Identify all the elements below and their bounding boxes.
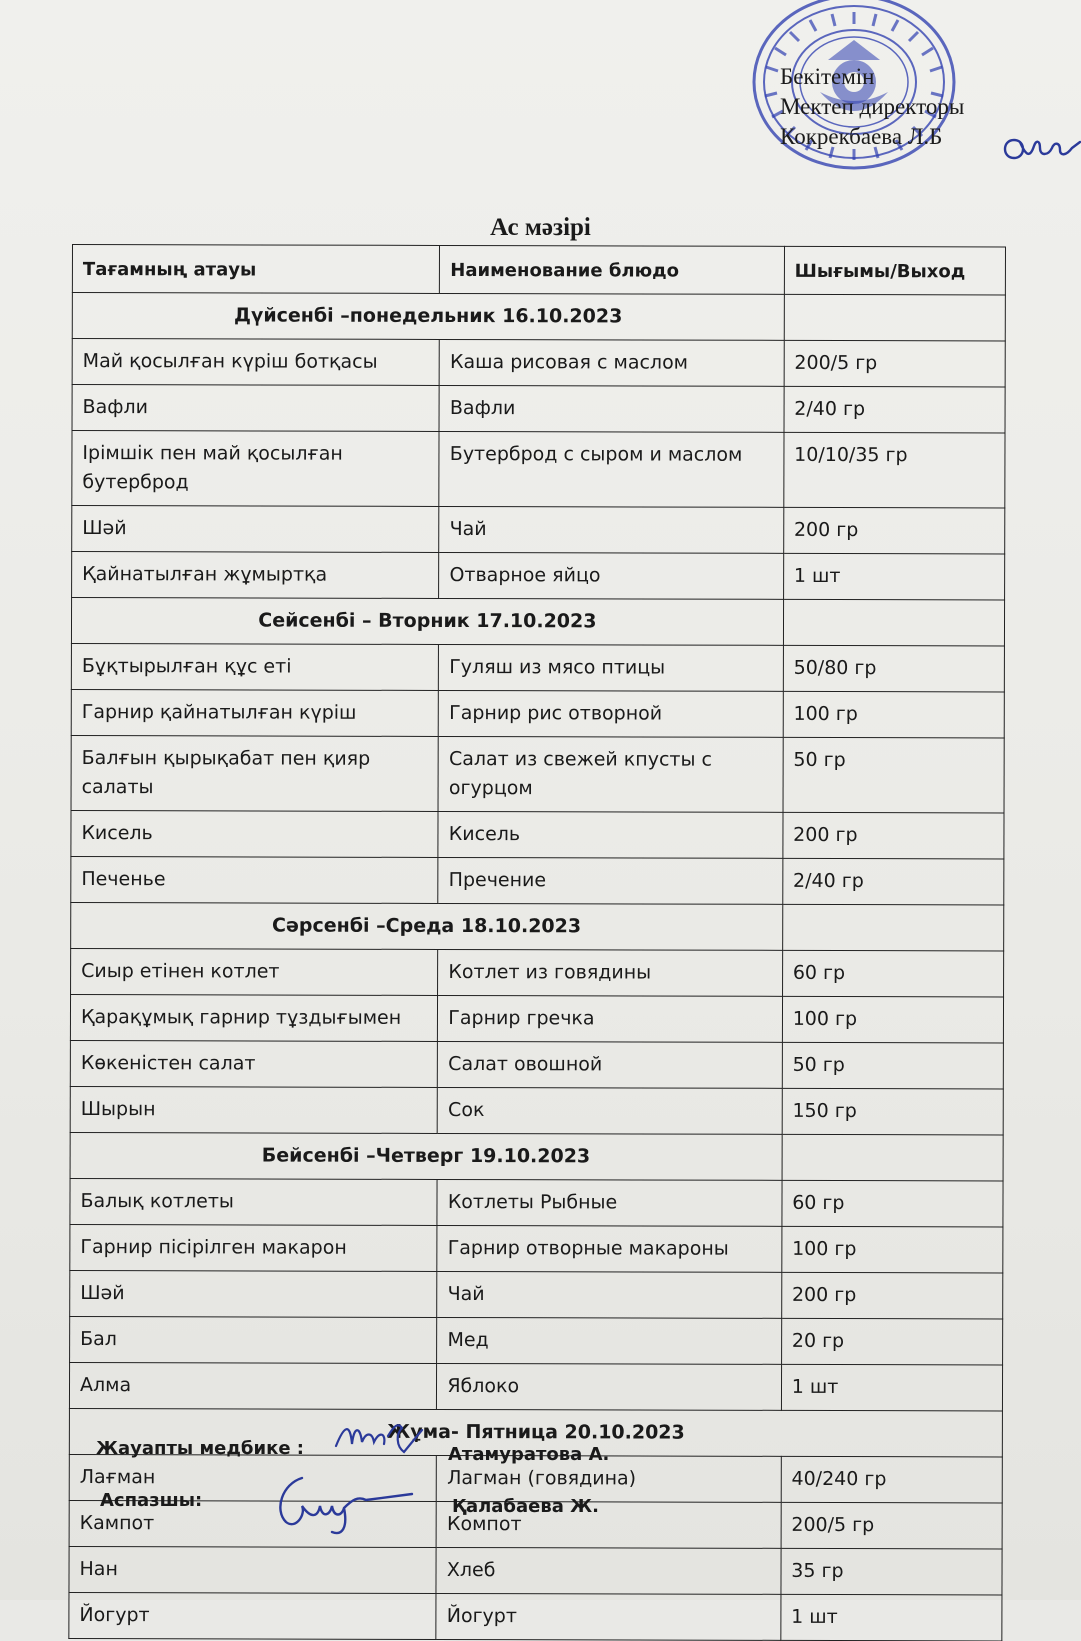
dish-ru: Бутерброд с сыром и маслом [439, 431, 784, 507]
dish-kz: Көкеністен салат [70, 1040, 437, 1087]
dish-ru: Гарнир гречка [438, 995, 783, 1042]
portion: 1 шт [783, 553, 1004, 600]
dish-ru: Компот [436, 1501, 781, 1548]
day-row-wednesday [71, 902, 1004, 950]
dish-kz: Кисель [71, 810, 438, 857]
portion: 200/5 гр [784, 340, 1005, 387]
table-row [71, 856, 1004, 904]
dish-ru: Пречение [438, 857, 783, 904]
table-row [72, 506, 1005, 554]
dish-kz: Нан [69, 1546, 436, 1593]
dish-kz: Бал [70, 1316, 437, 1363]
table-row [72, 385, 1005, 433]
table-row [72, 552, 1005, 600]
portion: 100 гр [782, 996, 1003, 1043]
dish-ru: Сок [438, 1087, 783, 1134]
header-portion: Шығымы/Выход [784, 246, 1005, 295]
table-row [71, 643, 1004, 691]
cook-label: Аспазшы: [100, 1490, 203, 1511]
portion: 150 гр [782, 1088, 1003, 1135]
dish-kz: Лағман [69, 1454, 436, 1501]
table-row [70, 1040, 1003, 1088]
dish-kz: Печенье [71, 856, 438, 903]
portion: 200 гр [783, 507, 1004, 554]
portion: 50 гр [783, 737, 1004, 813]
dish-ru: Лагман (говядина) [437, 1455, 782, 1502]
day-label: Сейсенбі – Вторник 17.10.2023 [71, 598, 783, 646]
day-row-monday [72, 293, 1005, 341]
dish-ru: Гарнир рис отворной [439, 690, 784, 737]
portion: 200 гр [781, 1272, 1002, 1319]
header-russian-name: Наименование блюдо [440, 245, 785, 294]
dish-kz: Балық котлеты [70, 1178, 437, 1225]
portion: 40/240 гр [781, 1456, 1002, 1503]
dish-ru: Котлет из говядины [438, 949, 783, 996]
dish-ru: Чай [439, 506, 784, 553]
day-label: Дүйсенбі –понедельник 16.10.2023 [72, 293, 784, 341]
nurse-signature-icon [332, 1416, 428, 1464]
portion: 2/40 гр [784, 386, 1005, 433]
nurse-name: Атамуратова А. [448, 1444, 610, 1465]
menu-table [68, 244, 1006, 1641]
dish-ru: Йогурт [436, 1593, 781, 1640]
dish-kz: Гарнир қайнатылған күріш [71, 689, 438, 736]
table-row [70, 1270, 1003, 1318]
dish-ru: Котлеты Рыбные [437, 1179, 782, 1226]
dish-ru: Мед [437, 1317, 782, 1364]
dish-ru: Гуляш из мясо птицы [439, 644, 784, 691]
dish-kz: Гарнир пісірілген макарон [70, 1224, 437, 1271]
dish-kz: Қайнатылған жұмыртқа [72, 552, 439, 599]
table-row [71, 689, 1004, 737]
dish-ru: Каша рисовая с маслом [439, 339, 784, 386]
portion: 60 гр [782, 1180, 1003, 1227]
dish-kz: Алма [69, 1362, 436, 1409]
approval-line-approve: Бекітемін [780, 64, 875, 89]
table-row [70, 1316, 1003, 1364]
portion: 100 гр [782, 1226, 1003, 1273]
approval-line-name: Кокрекбаева Л.Б [780, 124, 943, 149]
table-row [71, 810, 1004, 858]
cook-name: Қалабаева Ж. [452, 1496, 600, 1517]
table-row [69, 1362, 1002, 1410]
portion: 1 шт [781, 1364, 1002, 1411]
dish-kz: Шырын [70, 1086, 437, 1133]
portion: 50/80 гр [783, 645, 1004, 692]
dish-ru: Кисель [438, 811, 783, 858]
dish-ru: Отварное яйцо [439, 552, 784, 599]
portion: 20 гр [781, 1318, 1002, 1365]
table-row [71, 735, 1004, 812]
portion: 200 гр [783, 812, 1004, 859]
dish-kz: Вафли [72, 385, 439, 432]
approval-line-position: Мектеп директоры [780, 94, 965, 119]
portion: 60 гр [782, 950, 1003, 997]
portion: 100 гр [783, 691, 1004, 738]
dish-kz: Ірімшік пен май қосылған бутерброд [72, 431, 440, 507]
header-kazakh-name: Тағамның атауы [72, 245, 439, 294]
dish-kz: Сиыр етінен котлет [71, 948, 438, 995]
table-row [70, 1086, 1003, 1134]
dish-ru: Вафли [439, 385, 784, 432]
day-row-tuesday [71, 598, 1004, 646]
dish-ru: Чай [437, 1271, 782, 1318]
dish-ru: Яблоко [437, 1363, 782, 1410]
day-label: Бейсенбі –Четверг 19.10.2023 [70, 1132, 782, 1180]
dish-kz: Шәй [72, 506, 439, 553]
portion: 50 гр [782, 1042, 1003, 1089]
day-label: Сәрсенбі –Среда 18.10.2023 [71, 902, 783, 950]
table-row [70, 994, 1003, 1042]
dish-ru: Гарнир отворные макароны [437, 1225, 782, 1272]
document-title: Ас мәзірі [490, 214, 591, 241]
dish-kz: Бұқтырылған құс еті [71, 643, 438, 690]
table-header-row [72, 245, 1005, 295]
table-row [69, 1546, 1002, 1594]
portion: 200/5 гр [781, 1502, 1002, 1549]
dish-kz: Балғын қырықабат пен қияр салаты [71, 735, 439, 811]
dish-kz: Кампот [69, 1500, 436, 1547]
dish-kz: Шәй [70, 1270, 437, 1317]
dish-kz: Май қосылған күріш ботқасы [72, 339, 439, 386]
table-row [72, 339, 1005, 387]
table-row [71, 948, 1004, 996]
dish-ru: Хлеб [436, 1547, 781, 1594]
nurse-label: Жауапты медбике : [96, 1438, 305, 1459]
table-row [70, 1178, 1003, 1226]
approval-block [780, 62, 964, 152]
dish-kz: Қарақұмық гарнир тұздығымен [70, 994, 437, 1041]
dish-ru: Салат из свежей кпусты с огурцом [438, 736, 783, 812]
cook-signature-icon [272, 1470, 422, 1540]
table-row [70, 1224, 1003, 1272]
table-row [72, 431, 1005, 508]
dish-ru: Салат овошной [438, 1041, 783, 1088]
portion: 35 гр [781, 1548, 1002, 1595]
day-row-thursday [70, 1132, 1003, 1180]
director-signature-icon [1000, 128, 1081, 172]
day-label: Жұма- Пятница 20.10.2023 [69, 1408, 1002, 1456]
dish-kz: Йогурт [69, 1592, 436, 1639]
portion: 10/10/35 гр [784, 432, 1005, 508]
portion: 1 шт [781, 1594, 1002, 1641]
portion: 2/40 гр [783, 858, 1004, 905]
